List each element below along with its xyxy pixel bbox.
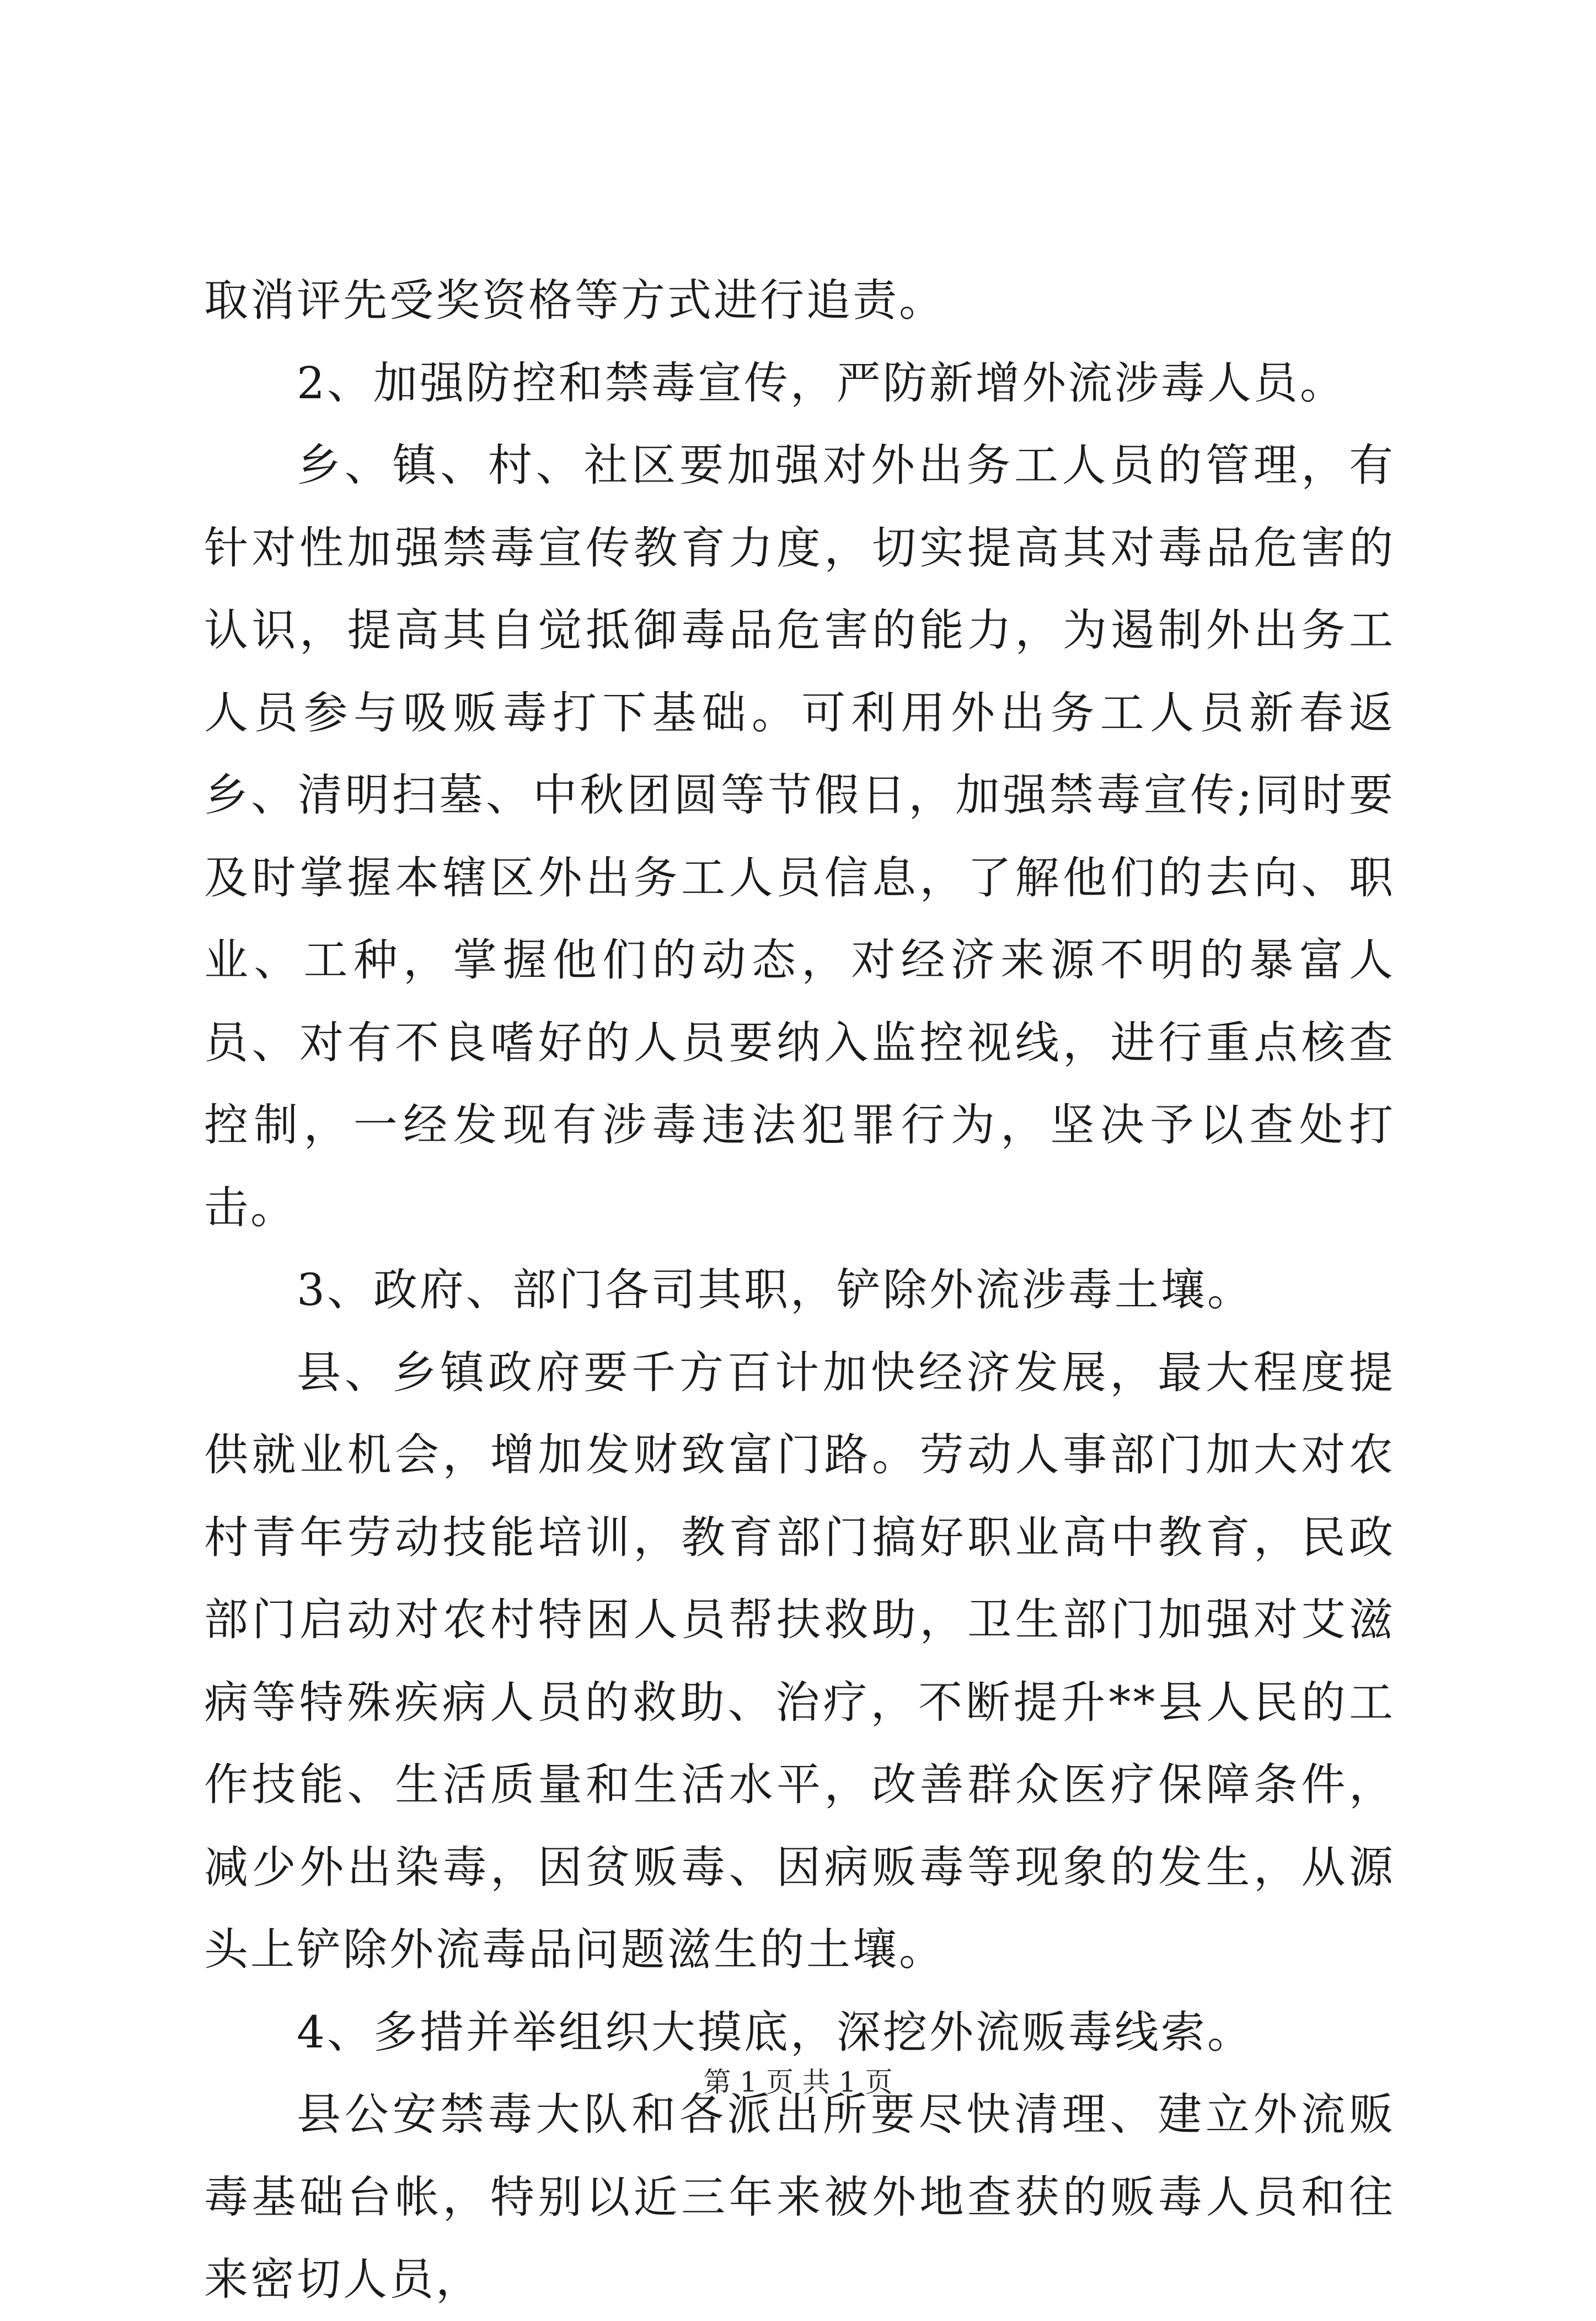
paragraph: 乡、镇、村、社区要加强对外出务工人员的管理，有针对性加强禁毒宣传教育力度，切实提高其对毒品危害的认识，提高其自觉抵御毒品危害的能力，为遏制外出务工人员参与吸贩毒打下基础。可利用外出务工人员新春返乡、清明扫墓、中秋团圆等节假日，加强禁毒宣传;同时要及时掌握本辖区外出务工人员信息，了解他们的去向、职业、工种，掌握他们的动态，对经济来源不明的暴富人员、对有不良嗜好的人员要纳入监控视线，进行重点核查控制，一经发现有涉毒违法犯罪行为，坚决予以查处打击。 xyxy=(204,440,1395,1233)
page-number: 第 1 页 共 1 页 xyxy=(703,2066,893,2098)
section-heading-4: 4、多措并举组织大摸底，深挖外流贩毒线索。 xyxy=(297,2006,1254,2058)
document-body xyxy=(204,259,1395,2321)
paragraph: 取消评先受奖资格等方式进行追责。 xyxy=(204,275,945,326)
section-heading-2: 2、加强防控和禁毒宣传，严防新增外流涉毒人员。 xyxy=(297,357,1346,409)
paragraph: 县公安禁毒大队和各派出所要尽快清理、建立外流贩毒基础台帐，特别以近三年来被外地查获的贩毒人员和往来密切人员， xyxy=(204,2089,1395,2305)
paragraph: 县、乡镇政府要千方百计加快经济发展，最大程度提供就业机会，增加发财致富门路。劳动人事部门加大对农村青年劳动技能培训，教育部门搞好职业高中教育，民政部门启动对农村特困人员帮扶救助，卫生部门加强对艾滋病等特殊疾病人员的救助、治疗，不断提升**县人民的工作技能、生活质量和生活水平，改善群众医疗保障条件，减少外出染毒，因贫贩毒、因病贩毒等现象的发生，从源头上铲除外流毒品问题滋生的土壤。 xyxy=(204,1346,1395,1975)
section-heading-3: 3、政府、部门各司其职，铲除外流涉毒土壤。 xyxy=(297,1264,1254,1315)
page-footer xyxy=(0,2063,1596,2101)
